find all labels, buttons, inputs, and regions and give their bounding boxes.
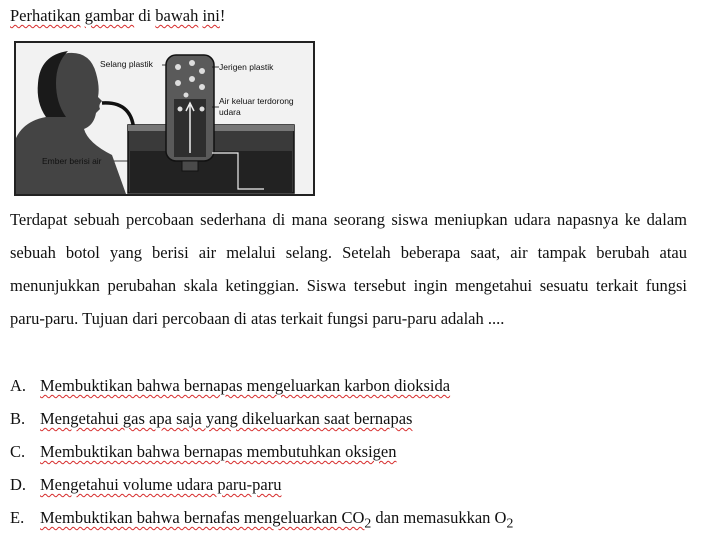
option-letter: E.	[10, 508, 25, 527]
option-text: Mengetahui volume udara paru-paru	[40, 475, 282, 494]
subscript: 2	[506, 515, 514, 531]
option-a[interactable]	[10, 369, 690, 402]
intro-word: bawah	[155, 6, 199, 25]
option-c[interactable]	[10, 435, 690, 468]
intro-word: di	[138, 6, 152, 25]
option-letter: A.	[10, 376, 27, 395]
option-text: Membuktikan bahwa bernapas mengeluarkan karbon dioksida	[40, 376, 451, 395]
label-water-line2: udara	[219, 107, 241, 117]
label-jerrycan: Jerigen plastik	[219, 62, 274, 72]
option-text-part: Membuktikan bahwa bernafas mengeluarkan CO	[40, 508, 365, 527]
option-letter: B.	[10, 409, 26, 428]
option-d[interactable]	[10, 468, 690, 501]
option-e[interactable]	[10, 501, 690, 534]
option-text: Membuktikan bahwa bernapas membutuhkan oksigen	[40, 442, 397, 461]
question-paragraph: Terdapat sebuah percobaan sederhana di mana seorang siswa meniupkan udara napasnya ke dalam sebuah botol yang berisi air melalui selang. Setelah beberapa saat, air tampak berubah atau menunjukkan perubahan skala ketinggian. Siswa tersebut ingin mengetahui sesuatu terkait fungsi paru-paru. Tujuan dari percobaan di atas terkait fungsi paru-paru adalah ....	[10, 210, 687, 328]
intro-word: gambar	[84, 6, 135, 25]
option-letter: C.	[10, 442, 26, 461]
option-text: Mengetahui gas apa saja yang dikeluarkan saat bernapas	[40, 409, 413, 428]
subscript: 2	[364, 515, 372, 531]
question-intro	[10, 6, 225, 26]
experiment-figure	[14, 41, 315, 196]
option-text	[40, 501, 513, 534]
intro-punct: !	[219, 6, 226, 25]
label-water-line1: Air keluar terdorong	[219, 96, 294, 106]
option-b[interactable]	[10, 402, 690, 435]
option-text-part: dan memasukkan O	[371, 508, 507, 527]
intro-word: Perhatikan	[10, 6, 81, 25]
label-hose: Selang plastik	[100, 59, 153, 69]
option-letter: D.	[10, 475, 27, 494]
answer-options	[10, 369, 690, 534]
label-bucket: Ember berisi air	[42, 156, 102, 166]
experiment-illustration	[16, 43, 313, 194]
intro-word: ini	[202, 6, 220, 25]
